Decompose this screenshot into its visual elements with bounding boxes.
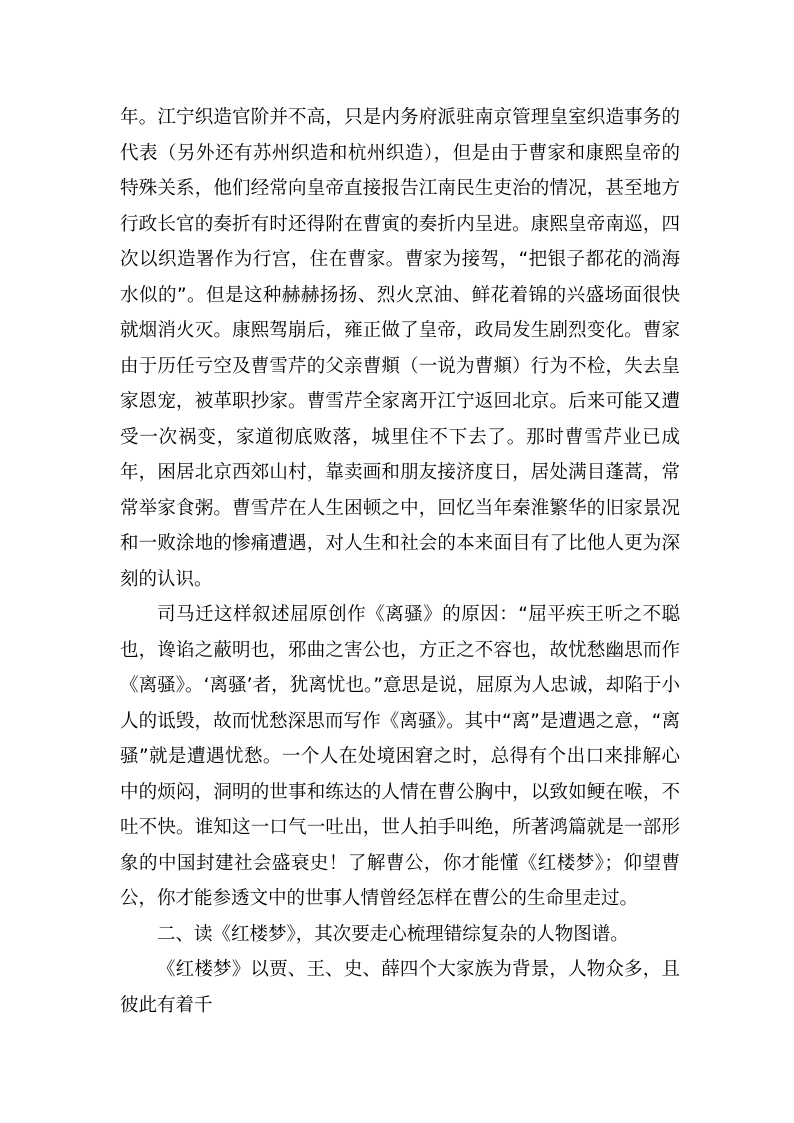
section-heading-character-map: 二、读《红楼梦》，其次要走心梳理错综复杂的人物图谱。: [157, 923, 629, 945]
paragraph-cao-family-history: 年。江宁织造官阶并不高，只是内务府派驻南京管理皇室织造事务的代表（另外还有苏州织造和杭州织造），但是由于曹家和康熙皇帝的特殊关系，他们经常向皇帝直接报告江南民生吏治的情况，甚至地方行政长官的奏折有时还得附在曹寅的奏折内呈进。康熙皇帝南巡，四次以织造署作为行宫，住在曹家。曹家为接驾，“把银子都花的淌海水似的”。但是这种赫赫扬扬、烈火烹油、鲜花着锦的兴盛场面很快就烟消火灭。康熙驾崩后，雍正做了皇帝，政局发生剧烈变化。曹家由于历任亏空及曹雪芹的父亲曹頫（一说为曹頫）行为不检，失去皇家恩宠，被革职抄家。曹雪芹全家离开江宁返回北京。后来可能又遭受一次祸变，家道彻底败落，城里住不下去了。那时曹雪芹业已成年，困居北京西郊山村，靠卖画和朋友接济度日，居处满目蓬蒿，常常举家食粥。曹雪芹在人生困顿之中，回忆当年秦淮繁华的旧家景况和一败涂地的惨痛遭遇，对人生和社会的本来面目有了比他人更为深刻的认识。: [120, 107, 680, 590]
paragraph-sima-qian-lisao: 司马迁这样叙述屈原创作《离骚》的原因：“屈平疾王听之不聪也，谗谄之蔽明也，邪曲之害公也，方正之不容也，故忧愁幽思而作《离骚》。‘离骚’者，犹离忧也。”意思是说，屈原为人忠诚，却陷于小人的诋毁，故而忧愁深思而写作《离骚》。其中“离”是遭遇之意，“离骚”就是遭遇忧愁。一个人在处境困窘之时，总得有个出口来排解心中的烦闷，洞明的世事和练达的人情在曹公胸中，以致如鲠在喉，不吐不快。谁知这一口气一吐出，世人拍手叫绝，所著鸿篇就是一部形象的中国封建社会盛衰史！了解曹公，你才能懂《红楼梦》；仰望曹公，你才能参透文中的世事人情曾经怎样在曹公的生命里走过。: [120, 604, 680, 909]
document-body: [120, 100, 680, 1023]
paragraph-four-families: 《红楼梦》以贾、王、史、薛四个大家族为背景，人物众多，且彼此有着千: [120, 959, 680, 1016]
